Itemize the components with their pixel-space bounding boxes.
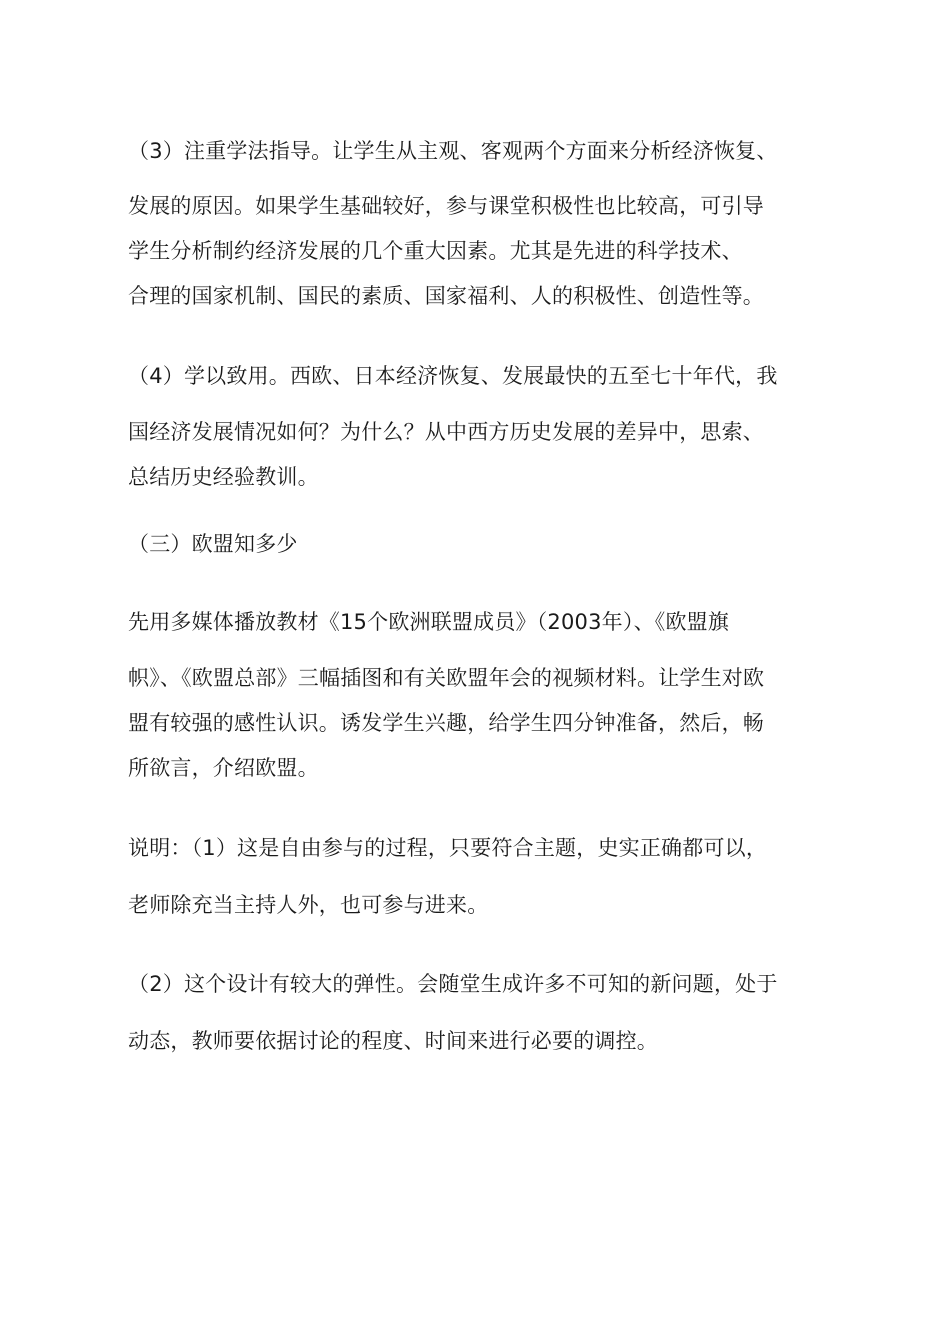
section-heading: （三）欧盟知多少 [128, 532, 298, 556]
text-line: （3）注重学法指导。让学生从主观、客观两个方面来分析经济恢复、 [128, 139, 778, 163]
text-line: 先用多媒体播放教材《15个欧洲联盟成员》（2003年）、《欧盟旗 [128, 610, 730, 634]
text-line: 帜》、《欧盟总部》三幅插图和有关欧盟年会的视频材料。让学生对欧 [128, 666, 765, 690]
text-line: 老师除充当主持人外，也可参与进来。 [128, 893, 489, 917]
text-line: 盟有较强的感性认识。诱发学生兴趣，给学生四分钟准备，然后，畅 [128, 711, 764, 735]
text-line: 合理的国家机制、国民的素质、国家福利、人的积极性、创造性等。 [128, 284, 764, 308]
text-line: 发展的原因。如果学生基础较好，参与课堂积极性也比较高，可引导 [128, 194, 764, 218]
text-line: （4）学以致用。西欧、日本经济恢复、发展最快的五至七十年代，我 [128, 364, 778, 388]
text-line: 说明：（1）这是自由参与的过程，只要符合主题，史实正确都可以， [128, 836, 768, 860]
text-line: 国经济发展情况如何？为什么？从中西方历史发展的差异中，思索、 [128, 420, 764, 444]
text-line: 学生分析制约经济发展的几个重大因素。尤其是先进的科学技术、 [128, 239, 743, 263]
text-line: 总结历史经验教训。 [128, 465, 319, 489]
text-line: 动态，教师要依据讨论的程度、时间来进行必要的调控。 [128, 1029, 658, 1053]
text-line: 所欲言，介绍欧盟。 [128, 756, 319, 780]
text-line: （2）这个设计有较大的弹性。会随堂生成许多不可知的新问题，处于 [128, 972, 778, 996]
